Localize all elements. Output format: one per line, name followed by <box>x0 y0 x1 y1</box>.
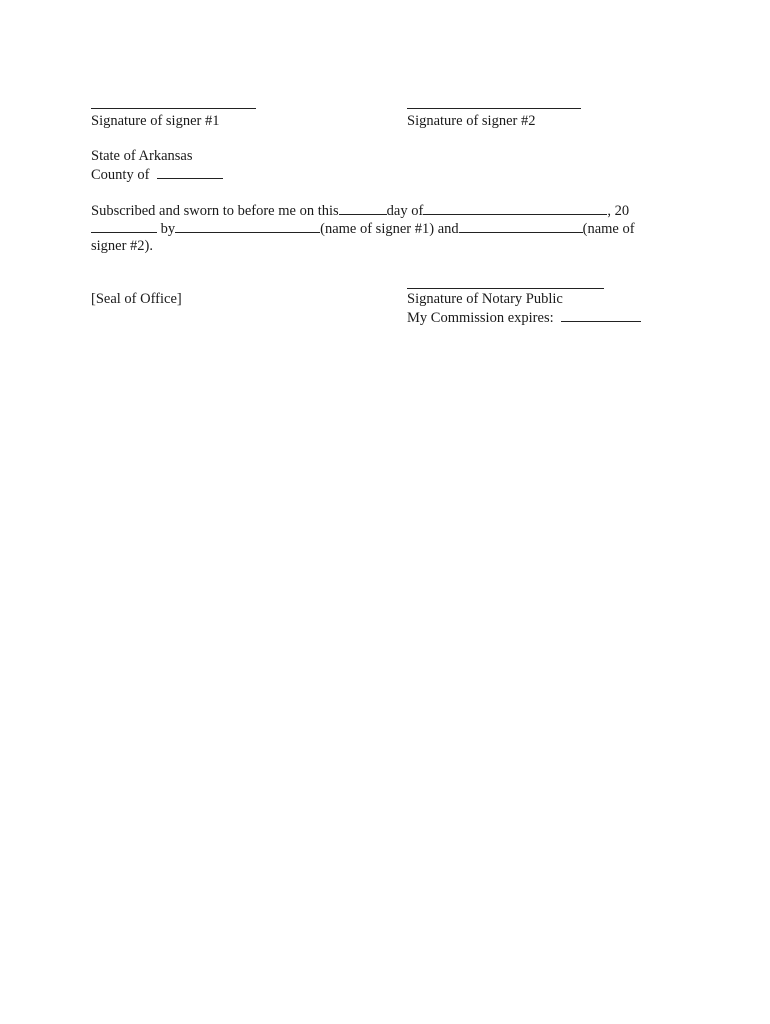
signer1-signature-line[interactable] <box>91 108 256 109</box>
jurat-text-6: (name of <box>582 221 635 237</box>
seal-of-office-label: [Seal of Office] <box>91 291 182 307</box>
year-blank[interactable] <box>91 219 157 233</box>
jurat-text-3: , 20 <box>607 203 630 219</box>
county-line <box>91 165 223 184</box>
jurat-text-4: by <box>160 221 176 237</box>
signer1-signature-label: Signature of signer #1 <box>91 113 220 129</box>
signer1-name-blank[interactable] <box>175 219 320 233</box>
signer2-signature-line[interactable] <box>407 108 581 109</box>
jurat-line-1 <box>91 201 629 220</box>
commission-expires-line <box>407 308 641 327</box>
commission-expires-label: My Commission expires: <box>407 310 554 326</box>
jurat-line-2 <box>91 219 635 238</box>
state-line: State of Arkansas <box>91 148 193 164</box>
county-label: County of <box>91 167 150 183</box>
commission-expires-blank[interactable] <box>561 308 641 322</box>
notary-signature-line[interactable] <box>407 288 604 289</box>
jurat-text-2: day of <box>386 203 424 219</box>
signer2-name-blank[interactable] <box>459 219 583 233</box>
day-blank[interactable] <box>339 201 387 215</box>
month-blank[interactable] <box>423 201 607 215</box>
notary-signature-label: Signature of Notary Public <box>407 291 563 307</box>
jurat-text-5: (name of signer #1) and <box>320 221 459 237</box>
jurat-text-1: Subscribed and sworn to before me on this <box>91 203 339 219</box>
jurat-line-3: signer #2). <box>91 238 154 254</box>
county-blank[interactable] <box>157 165 223 179</box>
signer2-signature-label: Signature of signer #2 <box>407 113 536 129</box>
